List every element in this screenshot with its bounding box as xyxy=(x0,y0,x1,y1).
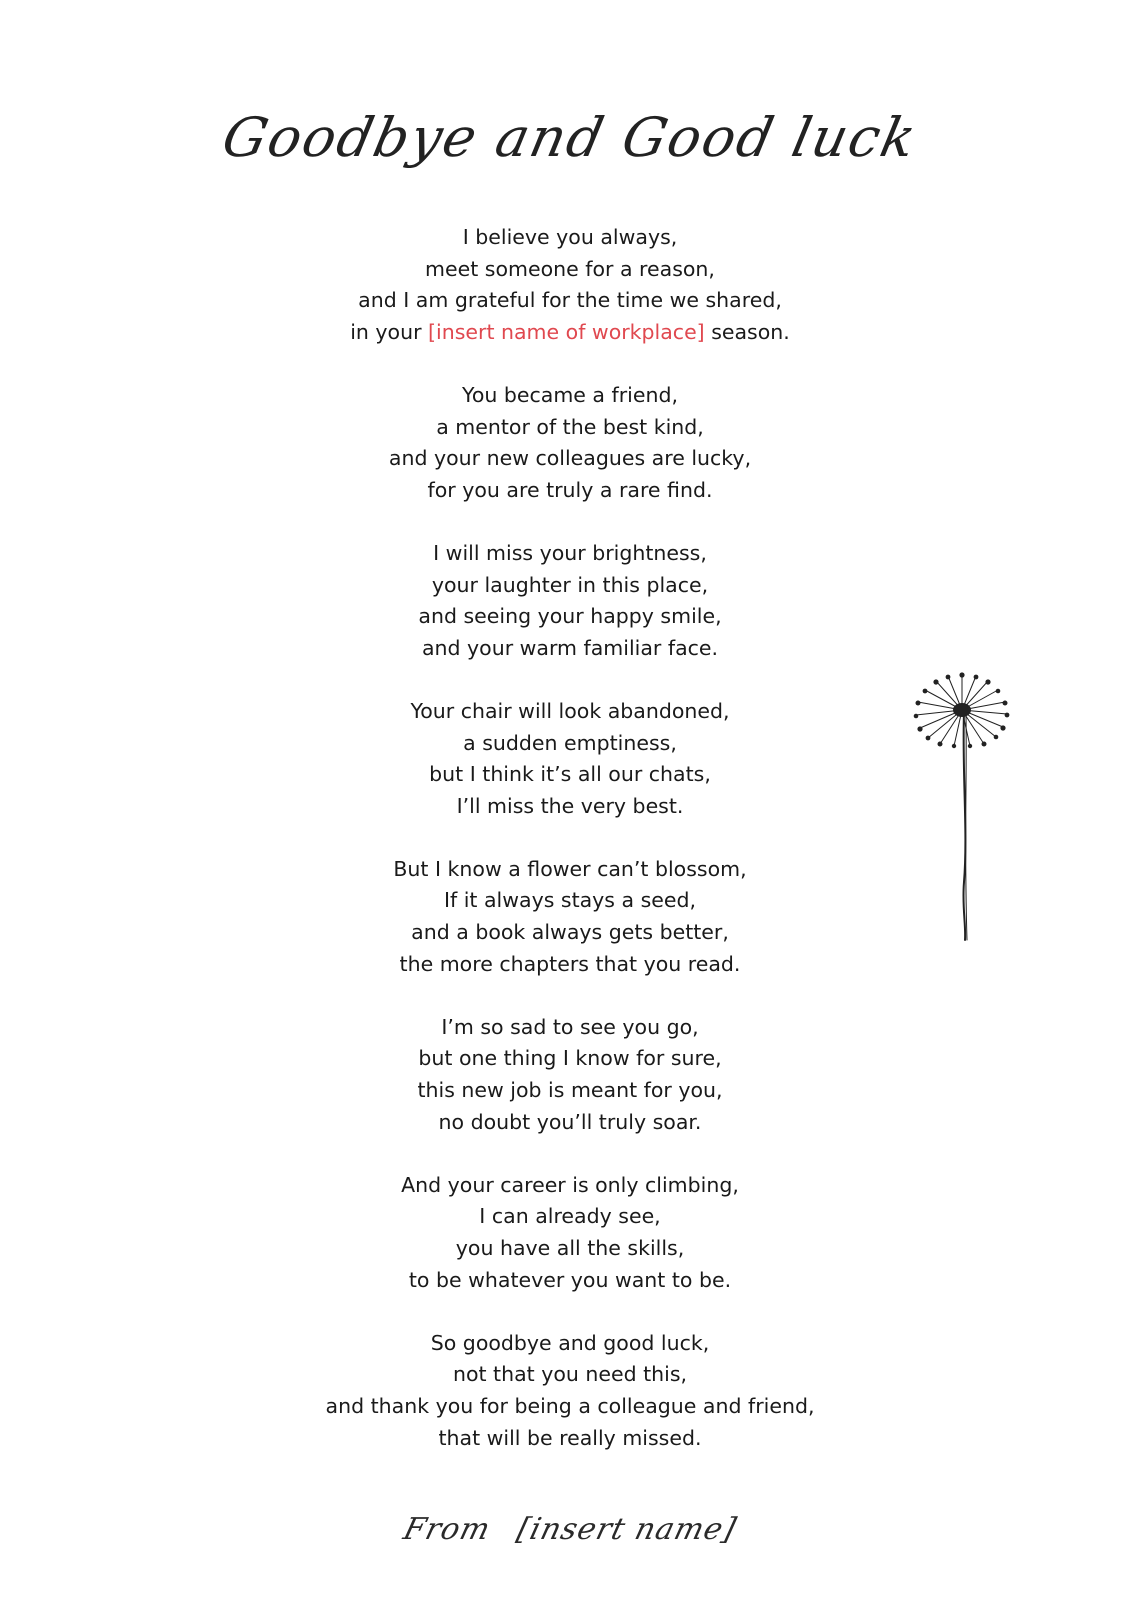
page-title: Goodbye and Good luck xyxy=(217,106,924,169)
poem-line: If it always stays a seed, xyxy=(443,888,697,913)
poem-line: a sudden emptiness, xyxy=(463,730,677,755)
poem-line: you have all the skills, xyxy=(455,1236,685,1260)
poem-line: a mentor of the best kind, xyxy=(436,414,704,439)
stanza-1 xyxy=(0,222,1140,348)
poem-line: meet someone for a reason, xyxy=(425,256,715,281)
poem-line: and I am grateful for the time we shared, xyxy=(358,288,782,313)
poem-line: and your new colleagues are lucky, xyxy=(388,446,752,471)
poem-line: no doubt you’ll truly soar. xyxy=(438,1109,702,1134)
poem-line: You became a friend, xyxy=(462,382,678,407)
poem-line: And your career is only climbing, xyxy=(401,1172,739,1197)
stanza-2 xyxy=(0,380,1140,506)
poem-line: Your chair will look abandoned, xyxy=(410,698,730,723)
poem-line: the more chapters that you read. xyxy=(399,951,741,976)
poem-line: but I think it’s all our chats, xyxy=(429,762,711,787)
line-suffix: season. xyxy=(704,319,790,344)
workplace-placeholder: [insert name of workplace] xyxy=(428,319,705,344)
poem-line: and a book always gets better, xyxy=(411,920,729,945)
signature-name-placeholder: [insert name] xyxy=(513,1512,741,1547)
poem-line: this new job is meant for you, xyxy=(417,1078,723,1103)
poem-line: to be whatever you want to be. xyxy=(408,1267,732,1292)
poem-line: I can already see, xyxy=(479,1204,661,1229)
poem-line: and thank you for being a colleague and friend, xyxy=(325,1393,815,1418)
poem-line: and seeing your happy smile, xyxy=(418,604,722,629)
poem-line: So goodbye and good luck, xyxy=(430,1330,710,1355)
poem-line: I will miss your brightness, xyxy=(433,540,707,565)
poem-line-workplace xyxy=(0,317,1140,349)
stanza-7 xyxy=(0,1170,1140,1296)
poem-line: your laughter in this place, xyxy=(431,572,709,597)
stanza-3 xyxy=(0,538,1140,664)
poem-line: I believe you always, xyxy=(462,225,678,249)
poem-line: not that you need this, xyxy=(452,1362,688,1387)
stanza-8 xyxy=(0,1328,1140,1454)
poem-line: and your warm familiar face. xyxy=(421,635,719,660)
stanza-6 xyxy=(0,1012,1140,1138)
poem-line: I’m so sad to see you go, xyxy=(441,1014,699,1039)
poem-line: that will be really missed. xyxy=(438,1425,702,1450)
signature xyxy=(0,1512,1140,1547)
poem-line: for you are truly a rare find. xyxy=(427,477,713,502)
line-prefix: in your xyxy=(350,319,429,344)
poem-line: but one thing I know for sure, xyxy=(418,1046,722,1071)
signature-from: From xyxy=(399,1512,495,1547)
poem-line: I’ll miss the very best. xyxy=(456,793,684,818)
poem-line: But I know a flower can’t blossom, xyxy=(393,856,747,881)
dandelion-icon xyxy=(912,672,1022,942)
